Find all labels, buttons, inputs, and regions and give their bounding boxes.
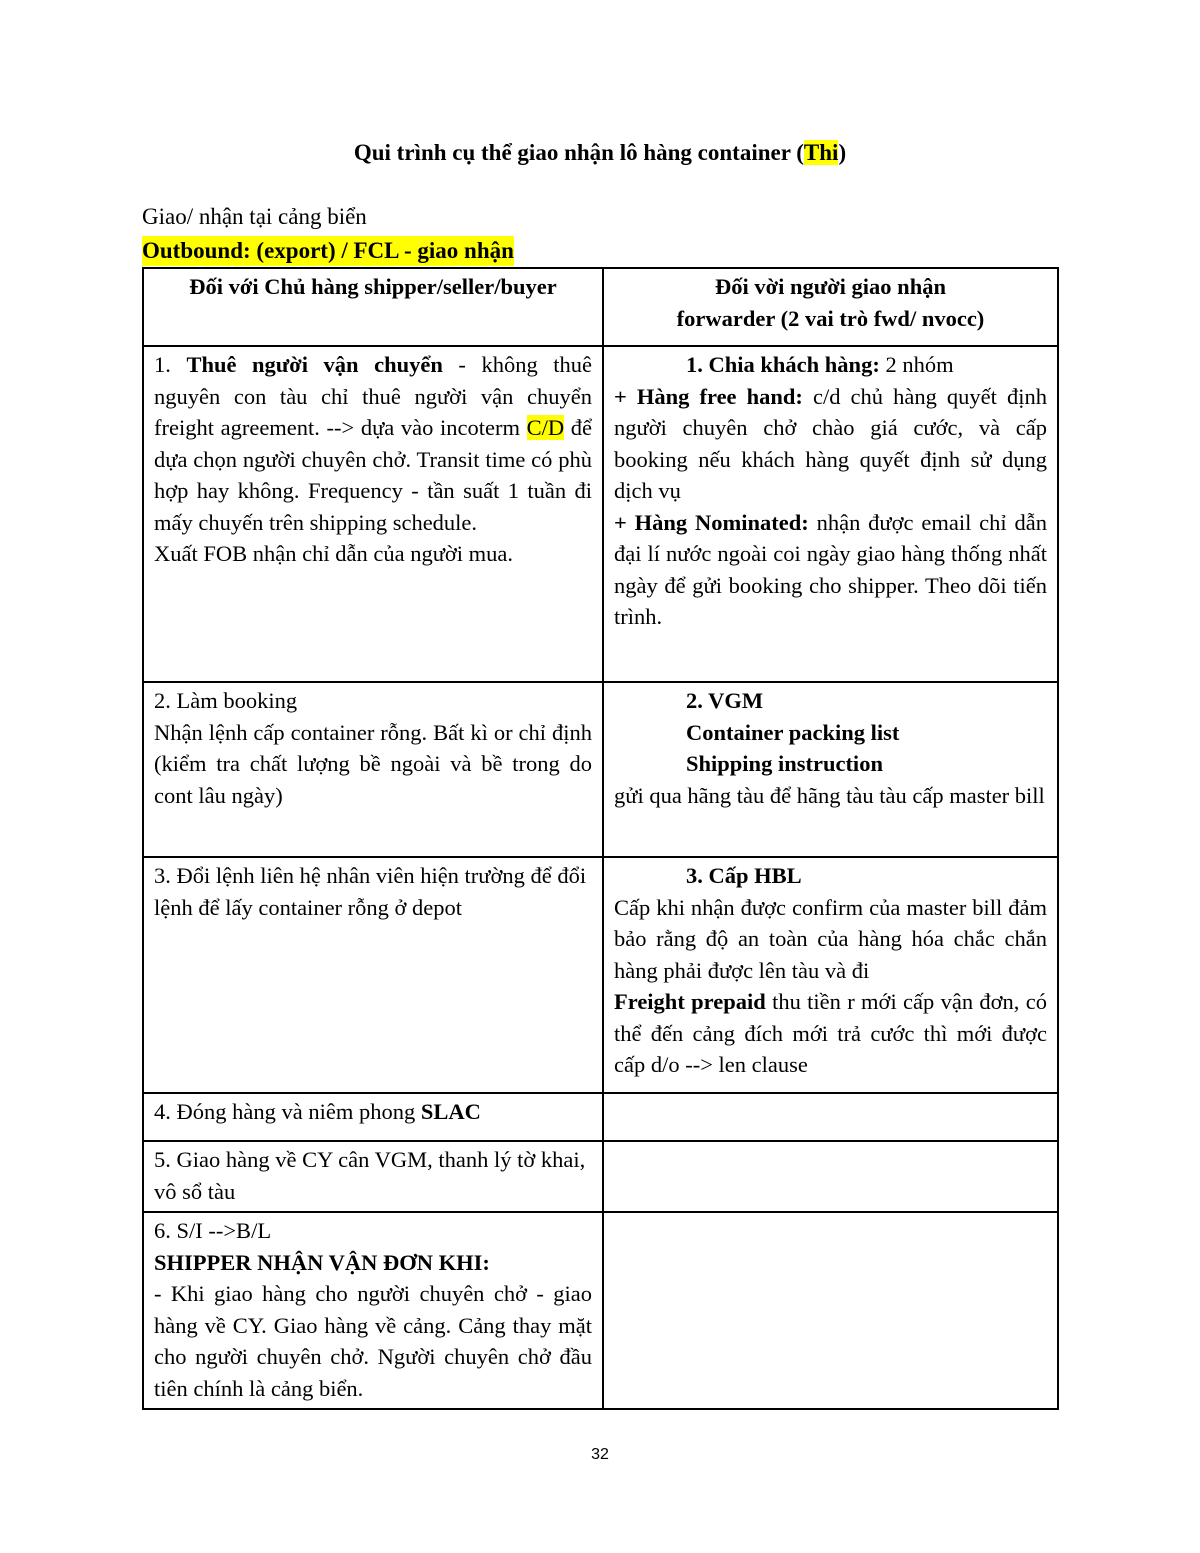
row1-right — [603, 346, 1058, 682]
row2-right — [603, 682, 1058, 857]
row3-right-heading-text: 3. Cấp HBL — [686, 863, 802, 888]
table-row — [143, 1141, 1058, 1212]
title-text: Qui trình cụ thể giao nhận lô hàng container ( — [353, 140, 804, 165]
page-title — [0, 140, 1200, 166]
row1-right-heading-bold: 1. Chia khách hàng: — [686, 352, 880, 377]
title-suffix: ) — [838, 140, 847, 165]
row1-left-text2: để dựa chọn người chuyên chở. Transit time có phù hợp hay không. Frequency - tần suất 1 tuần đi mấy chuyến trên shipping schedule. — [154, 415, 592, 535]
row2-left-line1: 2. Làm booking — [154, 688, 298, 713]
row3-right-heading — [614, 860, 1047, 892]
row3-right-bold: Freight prepaid — [614, 989, 766, 1014]
row2-right-b3 — [614, 748, 1047, 780]
row6-left-bold: SHIPPER NHẬN VẬN ĐƠN KHI: — [154, 1249, 490, 1275]
row6-left-line1: 6. S/I -->B/L — [154, 1218, 272, 1243]
header-forwarder-line1: Đối vời người giao nhận — [715, 274, 946, 299]
row1-right-heading — [614, 349, 1047, 381]
outbound-heading: Outbound: (export) / FCL - giao nhận — [142, 236, 514, 266]
row4-left-text: 4. Đóng hàng và niêm phong — [154, 1099, 421, 1124]
row4-right — [603, 1093, 1058, 1141]
row1-right-p2 — [614, 507, 1047, 633]
row1-right-p2-text: nhận được email chỉ dẫn đại lí nước ngoài coi ngày giao hàng thống nhất ngày để gửi booking cho shipper. Theo dõi tiến trình. — [614, 509, 1047, 629]
row4-left-bold: SLAC — [420, 1099, 481, 1124]
row3-right-text1: Cấp khi nhận được confirm của master bill đảm bảo rằng độ an toàn của hàng hóa chắc chắn hàng phải được lên tàu và đi — [614, 894, 1047, 983]
row2-right-text: gửi qua hãng tàu để hãng tàu tàu cấp master bill — [614, 782, 1045, 808]
row3-left — [143, 857, 603, 1093]
row1-left-bold: Thuê người vận chuyển — [186, 352, 443, 377]
row5-left — [143, 1141, 603, 1212]
header-shipper-text: Đối với Chủ hàng shipper/seller/buyer — [189, 274, 557, 299]
row1-left-text3: Xuất FOB nhận chỉ dẫn của người mua. — [154, 541, 514, 566]
row6-left-bold-line — [154, 1247, 592, 1279]
row5-left-text: 5. Giao hàng về CY cân VGM, thanh lý tờ khai, vô sổ tàu — [154, 1147, 586, 1204]
row4-left — [143, 1093, 603, 1141]
table-row — [143, 346, 1058, 682]
row5-right — [603, 1141, 1058, 1212]
header-shipper — [143, 268, 603, 346]
row1-right-p1-text: c/d chủ hàng quyết định người chuyên chở chào giá cước, và cấp booking nếu khách hàng quyết định sử dụng dịch vụ — [614, 383, 1047, 503]
row1-right-p1 — [614, 381, 1047, 507]
header-forwarder — [603, 268, 1058, 346]
row1-num: 1. — [154, 352, 187, 377]
table-row — [143, 857, 1058, 1093]
row1-left — [143, 346, 603, 682]
page-number: 32 — [591, 1446, 609, 1463]
table-header-row — [143, 268, 1058, 346]
row1-left-highlight: C/D — [526, 415, 565, 440]
row2-right-b2 — [614, 717, 1047, 749]
row2-right-b1-text: 2. VGM — [686, 688, 764, 713]
row3-right — [603, 857, 1058, 1093]
row6-left — [143, 1212, 603, 1409]
row2-left-text: Nhận lệnh cấp container rỗng. Bất kì or chỉ định (kiểm tra chất lượng bề ngoài và bề trong do cont lâu ngày) — [154, 719, 592, 808]
header-forwarder-line2: forwarder (2 vai trò fwd/ nvocc) — [676, 305, 985, 331]
subtitle: Giao/ nhận tại cảng biển — [142, 204, 367, 229]
row1-left-para — [154, 349, 592, 538]
row2-right-b2-text: Container packing list — [686, 719, 900, 745]
row3-left-text: 3. Đổi lệnh liên hệ nhân viên hiện trường để đổi lệnh để lấy container rỗng ở depot — [154, 863, 587, 920]
row1-right-p2-bold: + Hàng Nominated: — [614, 509, 809, 535]
row2-left — [143, 682, 603, 857]
row2-right-b3-text: Shipping instruction — [686, 751, 883, 776]
row3-right-p2 — [614, 986, 1047, 1081]
table-row — [143, 1212, 1058, 1409]
process-table — [142, 267, 1059, 1410]
row1-right-heading-tail: 2 nhóm — [879, 352, 954, 377]
row3-right-text2: thu tiền r mới cấp vận đơn, có thể đến cảng đích mới trả cước thì mới được cấp d/o --> len clause — [614, 989, 1047, 1077]
row2-right-b1 — [614, 685, 1047, 717]
row6-left-text: - Khi giao hàng cho người chuyên chở - giao hàng về CY. Giao hàng về cảng. Cảng thay mặt cho người chuyên chở. Người chuyên chở đầu tiên chính là cảng biển. — [154, 1281, 592, 1401]
table-row — [143, 1093, 1058, 1141]
row1-right-p1-bold: + Hàng free hand: — [614, 383, 803, 409]
row1-left-text1: - không thuê nguyên con tàu chỉ thuê người vận chuyển freight agreement. --> dựa vào incoterm — [154, 352, 593, 440]
row6-right — [603, 1212, 1058, 1409]
title-highlight: Thi — [803, 140, 839, 165]
table-row — [143, 682, 1058, 857]
